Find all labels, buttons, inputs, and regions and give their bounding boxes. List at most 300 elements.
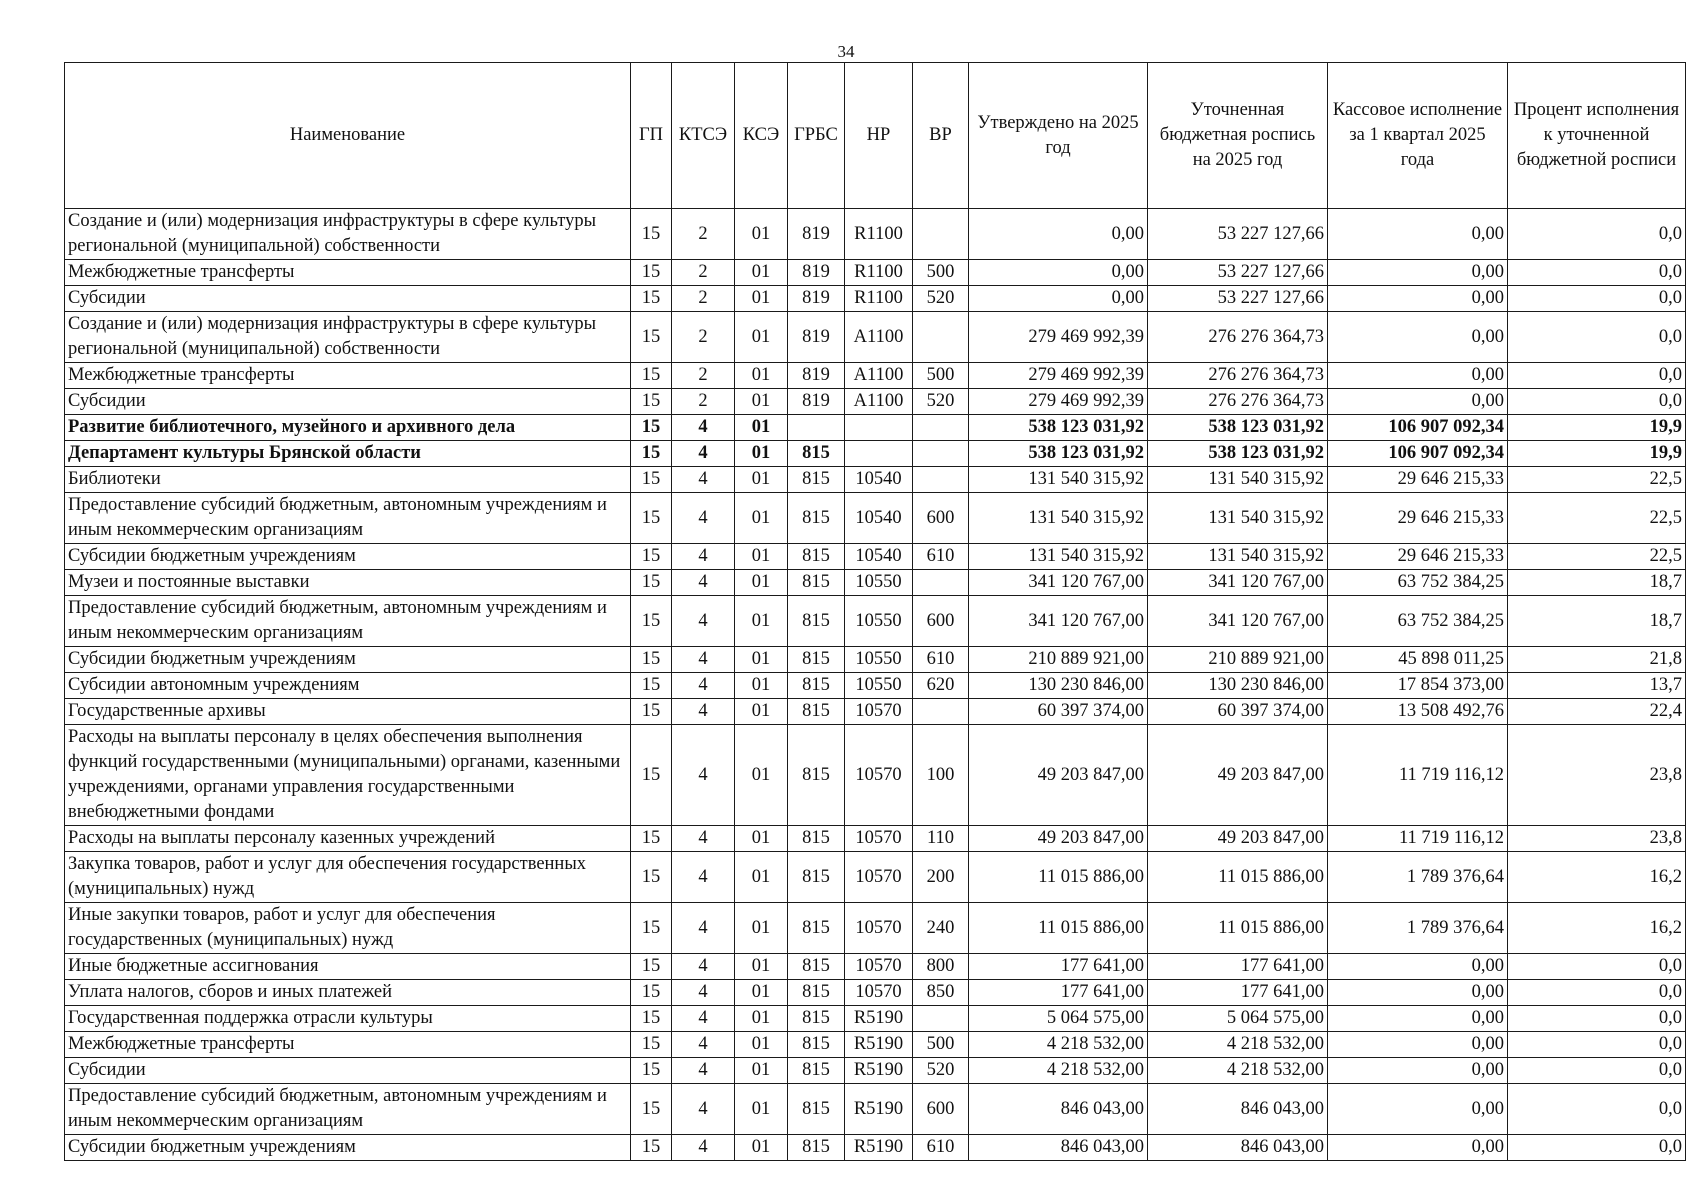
table-row <box>65 441 1686 467</box>
cell-refined: 5 064 575,00 <box>1148 1006 1328 1032</box>
cell-gp: 15 <box>631 1135 672 1161</box>
cell-kse: 01 <box>735 260 788 286</box>
cell-vr <box>913 415 969 441</box>
cell-grbs: 815 <box>788 903 845 954</box>
cell-grbs: 815 <box>788 544 845 570</box>
table-row <box>65 363 1686 389</box>
cell-percent: 0,0 <box>1508 1084 1686 1135</box>
cell-kse: 01 <box>735 1084 788 1135</box>
cell-refined: 4 218 532,00 <box>1148 1058 1328 1084</box>
cell-ktse: 4 <box>672 570 735 596</box>
cell-grbs: 815 <box>788 493 845 544</box>
cell-vr: 600 <box>913 1084 969 1135</box>
cell-nr: 10570 <box>845 903 913 954</box>
cell-cash: 63 752 384,25 <box>1328 596 1508 647</box>
cell-ktse: 4 <box>672 467 735 493</box>
cell-approved: 538 123 031,92 <box>969 415 1148 441</box>
cell-nr: 10550 <box>845 596 913 647</box>
cell-approved: 4 218 532,00 <box>969 1032 1148 1058</box>
cell-cash: 0,00 <box>1328 1032 1508 1058</box>
cell-nr: 10540 <box>845 544 913 570</box>
cell-nr: 10570 <box>845 954 913 980</box>
cell-refined: 846 043,00 <box>1148 1084 1328 1135</box>
cell-percent: 23,8 <box>1508 725 1686 826</box>
header-grbs: ГРБС <box>788 63 845 209</box>
cell-grbs: 819 <box>788 363 845 389</box>
cell-name: Субсидии <box>65 1058 631 1084</box>
header-ktse: КТСЭ <box>672 63 735 209</box>
cell-nr: 10570 <box>845 725 913 826</box>
cell-nr: R1100 <box>845 286 913 312</box>
cell-nr: A1100 <box>845 363 913 389</box>
cell-vr: 110 <box>913 826 969 852</box>
cell-cash: 0,00 <box>1328 363 1508 389</box>
cell-refined: 49 203 847,00 <box>1148 725 1328 826</box>
cell-cash: 29 646 215,33 <box>1328 493 1508 544</box>
cell-ktse: 4 <box>672 1135 735 1161</box>
cell-gp: 15 <box>631 363 672 389</box>
cell-kse: 01 <box>735 1058 788 1084</box>
cell-kse: 01 <box>735 312 788 363</box>
cell-nr: R1100 <box>845 209 913 260</box>
cell-gp: 15 <box>631 826 672 852</box>
cell-vr: 520 <box>913 389 969 415</box>
cell-refined: 276 276 364,73 <box>1148 312 1328 363</box>
cell-approved: 131 540 315,92 <box>969 493 1148 544</box>
budget-execution-table <box>64 62 1686 1161</box>
cell-name: Государственная поддержка отрасли культуры <box>65 1006 631 1032</box>
cell-gp: 15 <box>631 312 672 363</box>
cell-percent: 0,0 <box>1508 1058 1686 1084</box>
table-row <box>65 596 1686 647</box>
cell-grbs: 815 <box>788 852 845 903</box>
cell-approved: 279 469 992,39 <box>969 312 1148 363</box>
cell-nr: R5190 <box>845 1058 913 1084</box>
cell-ktse: 4 <box>672 725 735 826</box>
cell-ktse: 4 <box>672 544 735 570</box>
cell-percent: 19,9 <box>1508 441 1686 467</box>
cell-grbs: 815 <box>788 826 845 852</box>
cell-refined: 131 540 315,92 <box>1148 467 1328 493</box>
cell-gp: 15 <box>631 209 672 260</box>
cell-refined: 53 227 127,66 <box>1148 209 1328 260</box>
table-row <box>65 980 1686 1006</box>
cell-refined: 131 540 315,92 <box>1148 544 1328 570</box>
cell-percent: 0,0 <box>1508 312 1686 363</box>
cell-vr <box>913 699 969 725</box>
cell-name: Субсидии бюджетным учреждениям <box>65 544 631 570</box>
table-row <box>65 903 1686 954</box>
cell-refined: 276 276 364,73 <box>1148 389 1328 415</box>
cell-vr: 500 <box>913 260 969 286</box>
cell-grbs: 815 <box>788 570 845 596</box>
cell-nr <box>845 441 913 467</box>
cell-vr: 200 <box>913 852 969 903</box>
cell-gp: 15 <box>631 389 672 415</box>
cell-nr: R5190 <box>845 1006 913 1032</box>
cell-grbs: 815 <box>788 1058 845 1084</box>
cell-cash: 1 789 376,64 <box>1328 903 1508 954</box>
cell-refined: 53 227 127,66 <box>1148 260 1328 286</box>
header-cash: Кассовое исполнение за 1 квартал 2025 года <box>1328 63 1508 209</box>
cell-kse: 01 <box>735 1135 788 1161</box>
cell-percent: 0,0 <box>1508 980 1686 1006</box>
cell-approved: 177 641,00 <box>969 954 1148 980</box>
cell-refined: 11 015 886,00 <box>1148 903 1328 954</box>
cell-name: Библиотеки <box>65 467 631 493</box>
cell-vr: 800 <box>913 954 969 980</box>
table-row <box>65 826 1686 852</box>
cell-approved: 0,00 <box>969 209 1148 260</box>
cell-kse: 01 <box>735 363 788 389</box>
cell-ktse: 4 <box>672 852 735 903</box>
cell-percent: 0,0 <box>1508 1006 1686 1032</box>
cell-refined: 846 043,00 <box>1148 1135 1328 1161</box>
cell-ktse: 2 <box>672 260 735 286</box>
cell-name: Государственные архивы <box>65 699 631 725</box>
cell-kse: 01 <box>735 570 788 596</box>
header-nr: НР <box>845 63 913 209</box>
header-kse: КСЭ <box>735 63 788 209</box>
cell-percent: 0,0 <box>1508 286 1686 312</box>
cell-ktse: 4 <box>672 1032 735 1058</box>
table-row <box>65 1135 1686 1161</box>
cell-approved: 5 064 575,00 <box>969 1006 1148 1032</box>
cell-vr: 500 <box>913 1032 969 1058</box>
cell-percent: 22,5 <box>1508 493 1686 544</box>
cell-name: Расходы на выплаты персоналу казенных учреждений <box>65 826 631 852</box>
table-row <box>65 209 1686 260</box>
cell-grbs: 815 <box>788 1135 845 1161</box>
cell-approved: 130 230 846,00 <box>969 673 1148 699</box>
cell-nr: R5190 <box>845 1032 913 1058</box>
cell-ktse: 4 <box>672 596 735 647</box>
cell-approved: 49 203 847,00 <box>969 725 1148 826</box>
table-row <box>65 260 1686 286</box>
cell-name: Развитие библиотечного, музейного и архивного дела <box>65 415 631 441</box>
cell-refined: 210 889 921,00 <box>1148 647 1328 673</box>
cell-grbs: 815 <box>788 1032 845 1058</box>
cell-kse: 01 <box>735 286 788 312</box>
cell-approved: 60 397 374,00 <box>969 699 1148 725</box>
cell-gp: 15 <box>631 415 672 441</box>
cell-cash: 0,00 <box>1328 286 1508 312</box>
header-percent: Процент исполнения к уточненной бюджетной росписи <box>1508 63 1686 209</box>
cell-cash: 0,00 <box>1328 389 1508 415</box>
cell-kse: 01 <box>735 441 788 467</box>
cell-vr <box>913 441 969 467</box>
header-approved: Утверждено на 2025 год <box>969 63 1148 209</box>
cell-vr: 520 <box>913 286 969 312</box>
cell-ktse: 4 <box>672 826 735 852</box>
cell-kse: 01 <box>735 493 788 544</box>
cell-grbs <box>788 415 845 441</box>
cell-percent: 22,5 <box>1508 467 1686 493</box>
cell-refined: 49 203 847,00 <box>1148 826 1328 852</box>
cell-cash: 106 907 092,34 <box>1328 441 1508 467</box>
cell-vr: 850 <box>913 980 969 1006</box>
cell-vr: 610 <box>913 647 969 673</box>
cell-ktse: 4 <box>672 415 735 441</box>
cell-grbs: 815 <box>788 1084 845 1135</box>
cell-refined: 538 123 031,92 <box>1148 415 1328 441</box>
cell-gp: 15 <box>631 725 672 826</box>
cell-cash: 63 752 384,25 <box>1328 570 1508 596</box>
cell-name: Создание и (или) модернизация инфраструктуры в сфере культуры региональной (муниципальной) собственности <box>65 209 631 260</box>
cell-percent: 0,0 <box>1508 209 1686 260</box>
cell-kse: 01 <box>735 725 788 826</box>
cell-nr: 10570 <box>845 826 913 852</box>
cell-name: Уплата налогов, сборов и иных платежей <box>65 980 631 1006</box>
cell-nr: 10540 <box>845 493 913 544</box>
header-vr: ВР <box>913 63 969 209</box>
table-row <box>65 389 1686 415</box>
cell-vr <box>913 209 969 260</box>
table-row <box>65 544 1686 570</box>
table-row <box>65 852 1686 903</box>
cell-nr: 10570 <box>845 980 913 1006</box>
cell-grbs: 819 <box>788 260 845 286</box>
cell-cash: 0,00 <box>1328 1135 1508 1161</box>
cell-cash: 1 789 376,64 <box>1328 852 1508 903</box>
cell-gp: 15 <box>631 1006 672 1032</box>
cell-vr: 500 <box>913 363 969 389</box>
cell-nr: 10570 <box>845 699 913 725</box>
cell-gp: 15 <box>631 954 672 980</box>
cell-nr: 10550 <box>845 570 913 596</box>
cell-percent: 21,8 <box>1508 647 1686 673</box>
cell-kse: 01 <box>735 673 788 699</box>
cell-approved: 131 540 315,92 <box>969 544 1148 570</box>
cell-grbs: 815 <box>788 699 845 725</box>
table-row <box>65 647 1686 673</box>
cell-cash: 29 646 215,33 <box>1328 467 1508 493</box>
cell-gp: 15 <box>631 673 672 699</box>
cell-grbs: 815 <box>788 725 845 826</box>
cell-gp: 15 <box>631 467 672 493</box>
cell-cash: 0,00 <box>1328 1084 1508 1135</box>
cell-ktse: 4 <box>672 1058 735 1084</box>
cell-refined: 53 227 127,66 <box>1148 286 1328 312</box>
cell-nr: R5190 <box>845 1135 913 1161</box>
cell-approved: 846 043,00 <box>969 1135 1148 1161</box>
cell-approved: 341 120 767,00 <box>969 596 1148 647</box>
cell-percent: 0,0 <box>1508 1135 1686 1161</box>
cell-name: Субсидии автономным учреждениям <box>65 673 631 699</box>
page-number: 34 <box>837 42 855 61</box>
cell-refined: 341 120 767,00 <box>1148 570 1328 596</box>
cell-kse: 01 <box>735 954 788 980</box>
cell-kse: 01 <box>735 852 788 903</box>
cell-ktse: 4 <box>672 673 735 699</box>
cell-percent: 0,0 <box>1508 260 1686 286</box>
cell-percent: 0,0 <box>1508 363 1686 389</box>
cell-nr: 10540 <box>845 467 913 493</box>
cell-name: Предоставление субсидий бюджетным, автономным учреждениям и иным некоммерческим организациям <box>65 1084 631 1135</box>
cell-refined: 11 015 886,00 <box>1148 852 1328 903</box>
cell-cash: 0,00 <box>1328 1058 1508 1084</box>
cell-ktse: 4 <box>672 1006 735 1032</box>
cell-name: Иные закупки товаров, работ и услуг для обеспечения государственных (муниципальных) нужд <box>65 903 631 954</box>
cell-nr: A1100 <box>845 389 913 415</box>
cell-approved: 279 469 992,39 <box>969 389 1148 415</box>
cell-name: Предоставление субсидий бюджетным, автономным учреждениям и иным некоммерческим организациям <box>65 493 631 544</box>
cell-vr: 600 <box>913 596 969 647</box>
cell-percent: 13,7 <box>1508 673 1686 699</box>
table-body <box>65 209 1686 1161</box>
cell-name: Межбюджетные трансферты <box>65 1032 631 1058</box>
cell-gp: 15 <box>631 570 672 596</box>
cell-vr: 520 <box>913 1058 969 1084</box>
table-row <box>65 312 1686 363</box>
cell-approved: 4 218 532,00 <box>969 1058 1148 1084</box>
cell-cash: 0,00 <box>1328 312 1508 363</box>
cell-kse: 01 <box>735 544 788 570</box>
cell-ktse: 4 <box>672 441 735 467</box>
cell-refined: 538 123 031,92 <box>1148 441 1328 467</box>
table-row <box>65 415 1686 441</box>
cell-kse: 01 <box>735 415 788 441</box>
cell-cash: 11 719 116,12 <box>1328 725 1508 826</box>
cell-name: Иные бюджетные ассигнования <box>65 954 631 980</box>
cell-cash: 0,00 <box>1328 209 1508 260</box>
cell-percent: 22,5 <box>1508 544 1686 570</box>
cell-kse: 01 <box>735 647 788 673</box>
cell-cash: 0,00 <box>1328 954 1508 980</box>
cell-gp: 15 <box>631 647 672 673</box>
cell-name: Департамент культуры Брянской области <box>65 441 631 467</box>
cell-ktse: 4 <box>672 980 735 1006</box>
cell-name: Субсидии бюджетным учреждениям <box>65 647 631 673</box>
cell-vr: 620 <box>913 673 969 699</box>
cell-name: Предоставление субсидий бюджетным, автономным учреждениям и иным некоммерческим организациям <box>65 596 631 647</box>
cell-percent: 18,7 <box>1508 596 1686 647</box>
cell-nr: 10550 <box>845 647 913 673</box>
cell-approved: 538 123 031,92 <box>969 441 1148 467</box>
cell-cash: 0,00 <box>1328 1006 1508 1032</box>
table-row <box>65 1006 1686 1032</box>
cell-approved: 210 889 921,00 <box>969 647 1148 673</box>
cell-nr: 10570 <box>845 852 913 903</box>
cell-refined: 177 641,00 <box>1148 980 1328 1006</box>
cell-approved: 131 540 315,92 <box>969 467 1148 493</box>
cell-vr: 610 <box>913 544 969 570</box>
cell-ktse: 2 <box>672 389 735 415</box>
cell-approved: 0,00 <box>969 286 1148 312</box>
cell-grbs: 815 <box>788 980 845 1006</box>
cell-gp: 15 <box>631 699 672 725</box>
cell-refined: 4 218 532,00 <box>1148 1032 1328 1058</box>
cell-ktse: 2 <box>672 286 735 312</box>
cell-gp: 15 <box>631 980 672 1006</box>
cell-ktse: 2 <box>672 363 735 389</box>
cell-name: Межбюджетные трансферты <box>65 363 631 389</box>
table-row <box>65 725 1686 826</box>
cell-kse: 01 <box>735 980 788 1006</box>
cell-vr <box>913 1006 969 1032</box>
cell-gp: 15 <box>631 441 672 467</box>
cell-ktse: 4 <box>672 903 735 954</box>
cell-approved: 846 043,00 <box>969 1084 1148 1135</box>
cell-refined: 177 641,00 <box>1148 954 1328 980</box>
header-name: Наименование <box>65 63 631 209</box>
cell-nr: A1100 <box>845 312 913 363</box>
header-gp: ГП <box>631 63 672 209</box>
cell-gp: 15 <box>631 852 672 903</box>
cell-cash: 45 898 011,25 <box>1328 647 1508 673</box>
cell-grbs: 815 <box>788 673 845 699</box>
cell-name: Расходы на выплаты персоналу в целях обеспечения выполнения функций государственными (муниципальными) органами, казенными учреждениями, органами управления государственными внебюджетными фондами <box>65 725 631 826</box>
table-row <box>65 286 1686 312</box>
cell-gp: 15 <box>631 1058 672 1084</box>
cell-refined: 341 120 767,00 <box>1148 596 1328 647</box>
cell-approved: 177 641,00 <box>969 980 1148 1006</box>
cell-gp: 15 <box>631 1084 672 1135</box>
cell-vr: 240 <box>913 903 969 954</box>
cell-grbs: 815 <box>788 441 845 467</box>
cell-gp: 15 <box>631 1032 672 1058</box>
cell-grbs: 819 <box>788 389 845 415</box>
cell-vr: 100 <box>913 725 969 826</box>
cell-ktse: 2 <box>672 312 735 363</box>
cell-grbs: 815 <box>788 954 845 980</box>
cell-refined: 60 397 374,00 <box>1148 699 1328 725</box>
cell-refined: 131 540 315,92 <box>1148 493 1328 544</box>
cell-gp: 15 <box>631 903 672 954</box>
cell-cash: 0,00 <box>1328 980 1508 1006</box>
cell-kse: 01 <box>735 1006 788 1032</box>
cell-refined: 276 276 364,73 <box>1148 363 1328 389</box>
cell-percent: 0,0 <box>1508 389 1686 415</box>
cell-kse: 01 <box>735 826 788 852</box>
cell-name: Субсидии <box>65 286 631 312</box>
cell-cash: 17 854 373,00 <box>1328 673 1508 699</box>
cell-approved: 11 015 886,00 <box>969 903 1148 954</box>
cell-percent: 0,0 <box>1508 954 1686 980</box>
header-refined: Уточненная бюджетная роспись на 2025 год <box>1148 63 1328 209</box>
cell-approved: 279 469 992,39 <box>969 363 1148 389</box>
cell-gp: 15 <box>631 260 672 286</box>
cell-name: Создание и (или) модернизация инфраструктуры в сфере культуры региональной (муниципальной) собственности <box>65 312 631 363</box>
cell-ktse: 4 <box>672 1084 735 1135</box>
cell-vr: 610 <box>913 1135 969 1161</box>
cell-kse: 01 <box>735 1032 788 1058</box>
table-row <box>65 1032 1686 1058</box>
cell-cash: 11 719 116,12 <box>1328 826 1508 852</box>
cell-percent: 19,9 <box>1508 415 1686 441</box>
table-row <box>65 673 1686 699</box>
cell-ktse: 4 <box>672 699 735 725</box>
cell-percent: 23,8 <box>1508 826 1686 852</box>
cell-grbs: 815 <box>788 596 845 647</box>
table-header-row <box>65 63 1686 209</box>
cell-approved: 11 015 886,00 <box>969 852 1148 903</box>
cell-refined: 130 230 846,00 <box>1148 673 1328 699</box>
cell-nr: R5190 <box>845 1084 913 1135</box>
cell-name: Субсидии <box>65 389 631 415</box>
cell-cash: 13 508 492,76 <box>1328 699 1508 725</box>
cell-approved: 49 203 847,00 <box>969 826 1148 852</box>
cell-nr: 10550 <box>845 673 913 699</box>
cell-nr <box>845 415 913 441</box>
cell-gp: 15 <box>631 596 672 647</box>
table-row <box>65 570 1686 596</box>
table-row <box>65 1084 1686 1135</box>
cell-ktse: 4 <box>672 954 735 980</box>
cell-grbs: 815 <box>788 1006 845 1032</box>
cell-grbs: 815 <box>788 647 845 673</box>
table-row <box>65 699 1686 725</box>
